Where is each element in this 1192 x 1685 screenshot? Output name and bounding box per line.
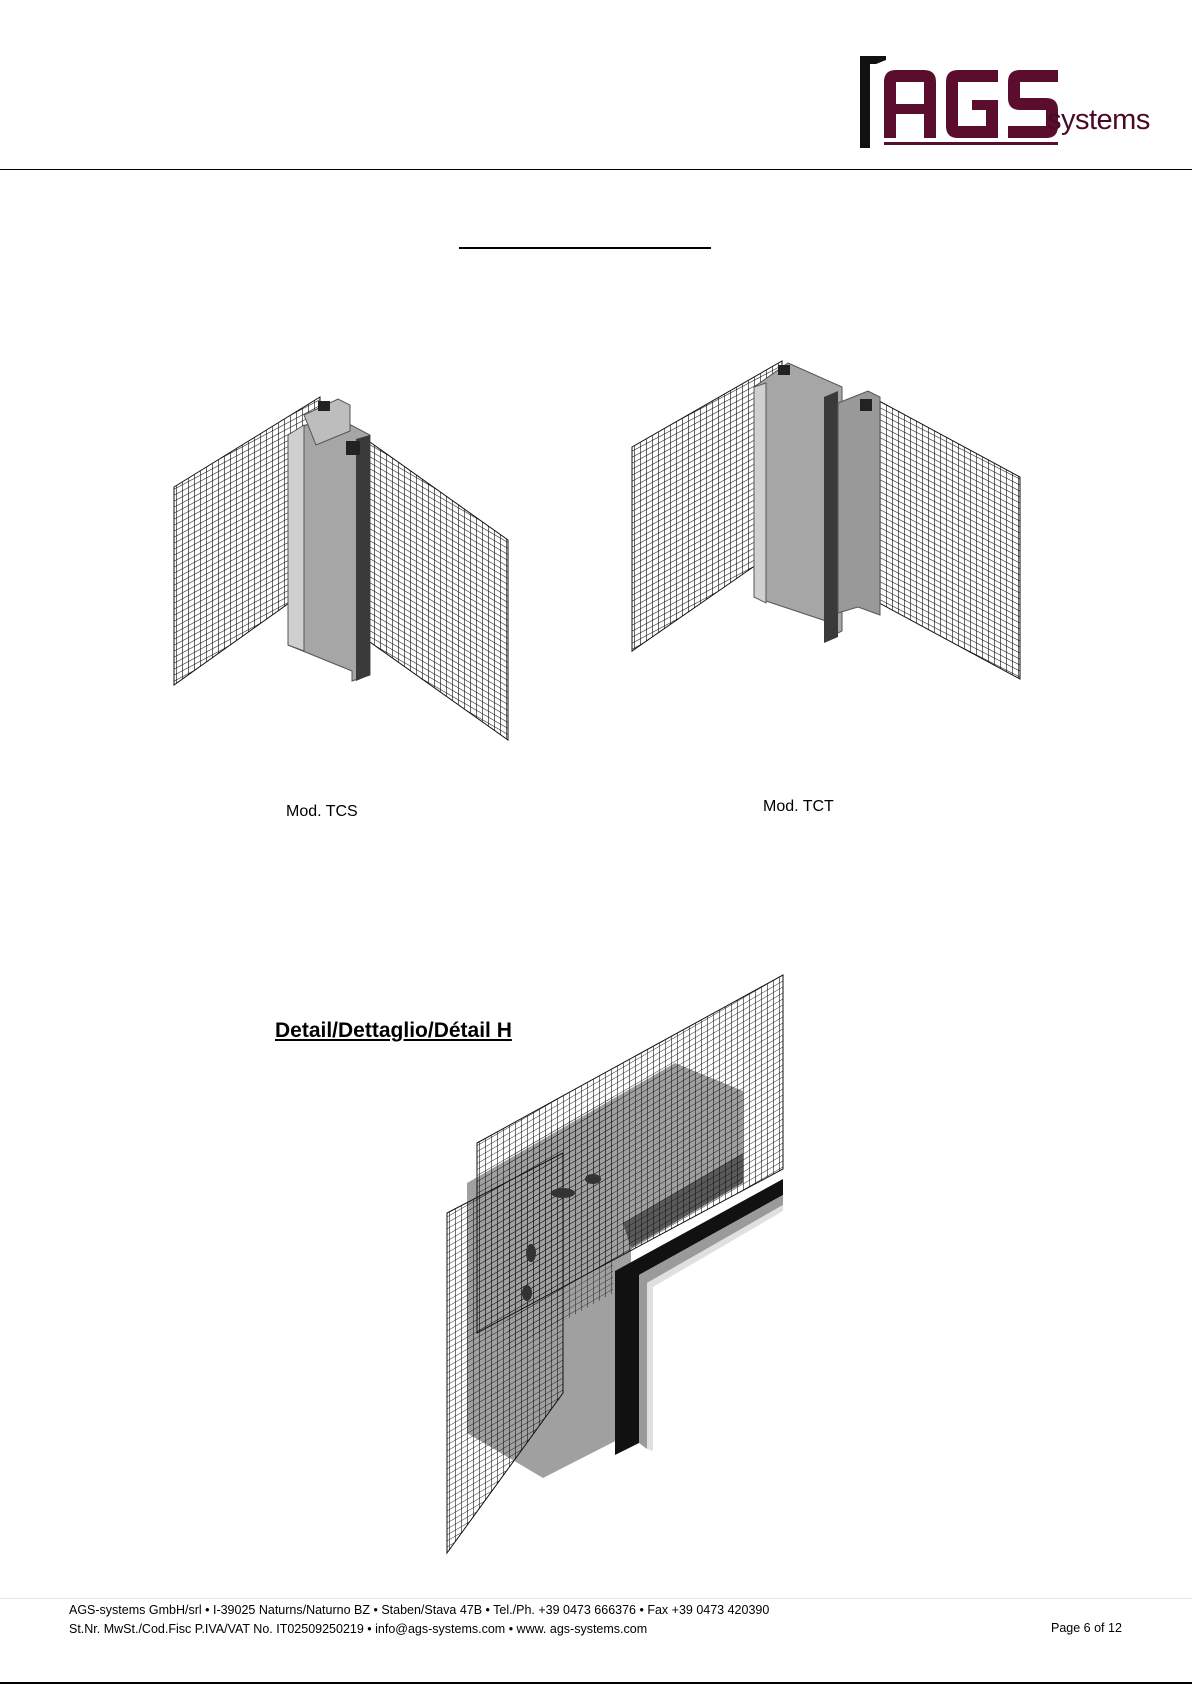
footer-divider	[0, 1598, 1192, 1599]
bottom-border	[0, 1682, 1192, 1684]
tct-caption: Mod. TCT	[763, 798, 834, 815]
tct-profile-drawing	[628, 357, 1022, 685]
footer-tax-contact: St.Nr. MwSt./Cod.Fisc P.IVA/VAT No. IT02509250219 • info@ags-systems.com • www. ags-systems.com	[69, 1622, 648, 1636]
tcs-caption: Mod. TCS	[286, 803, 358, 820]
header-divider	[0, 169, 1192, 170]
footer-address: AGS-systems GmbH/srl • I-39025 Naturns/Naturno BZ • Staben/Stava 47B • Tel./Ph. +39 0473 666376 • Fax +39 0473 420390	[69, 1603, 770, 1617]
ags-logo	[858, 52, 1150, 152]
detail-heading: Detail/Dettaglio/Détail H	[275, 1019, 512, 1042]
page-number: Page 6 of 12	[1051, 1621, 1122, 1635]
detail-h-drawing	[443, 973, 788, 1558]
title-underline	[459, 247, 711, 249]
logo-wordmark: systems	[1047, 104, 1150, 136]
tcs-profile-drawing	[170, 395, 515, 745]
